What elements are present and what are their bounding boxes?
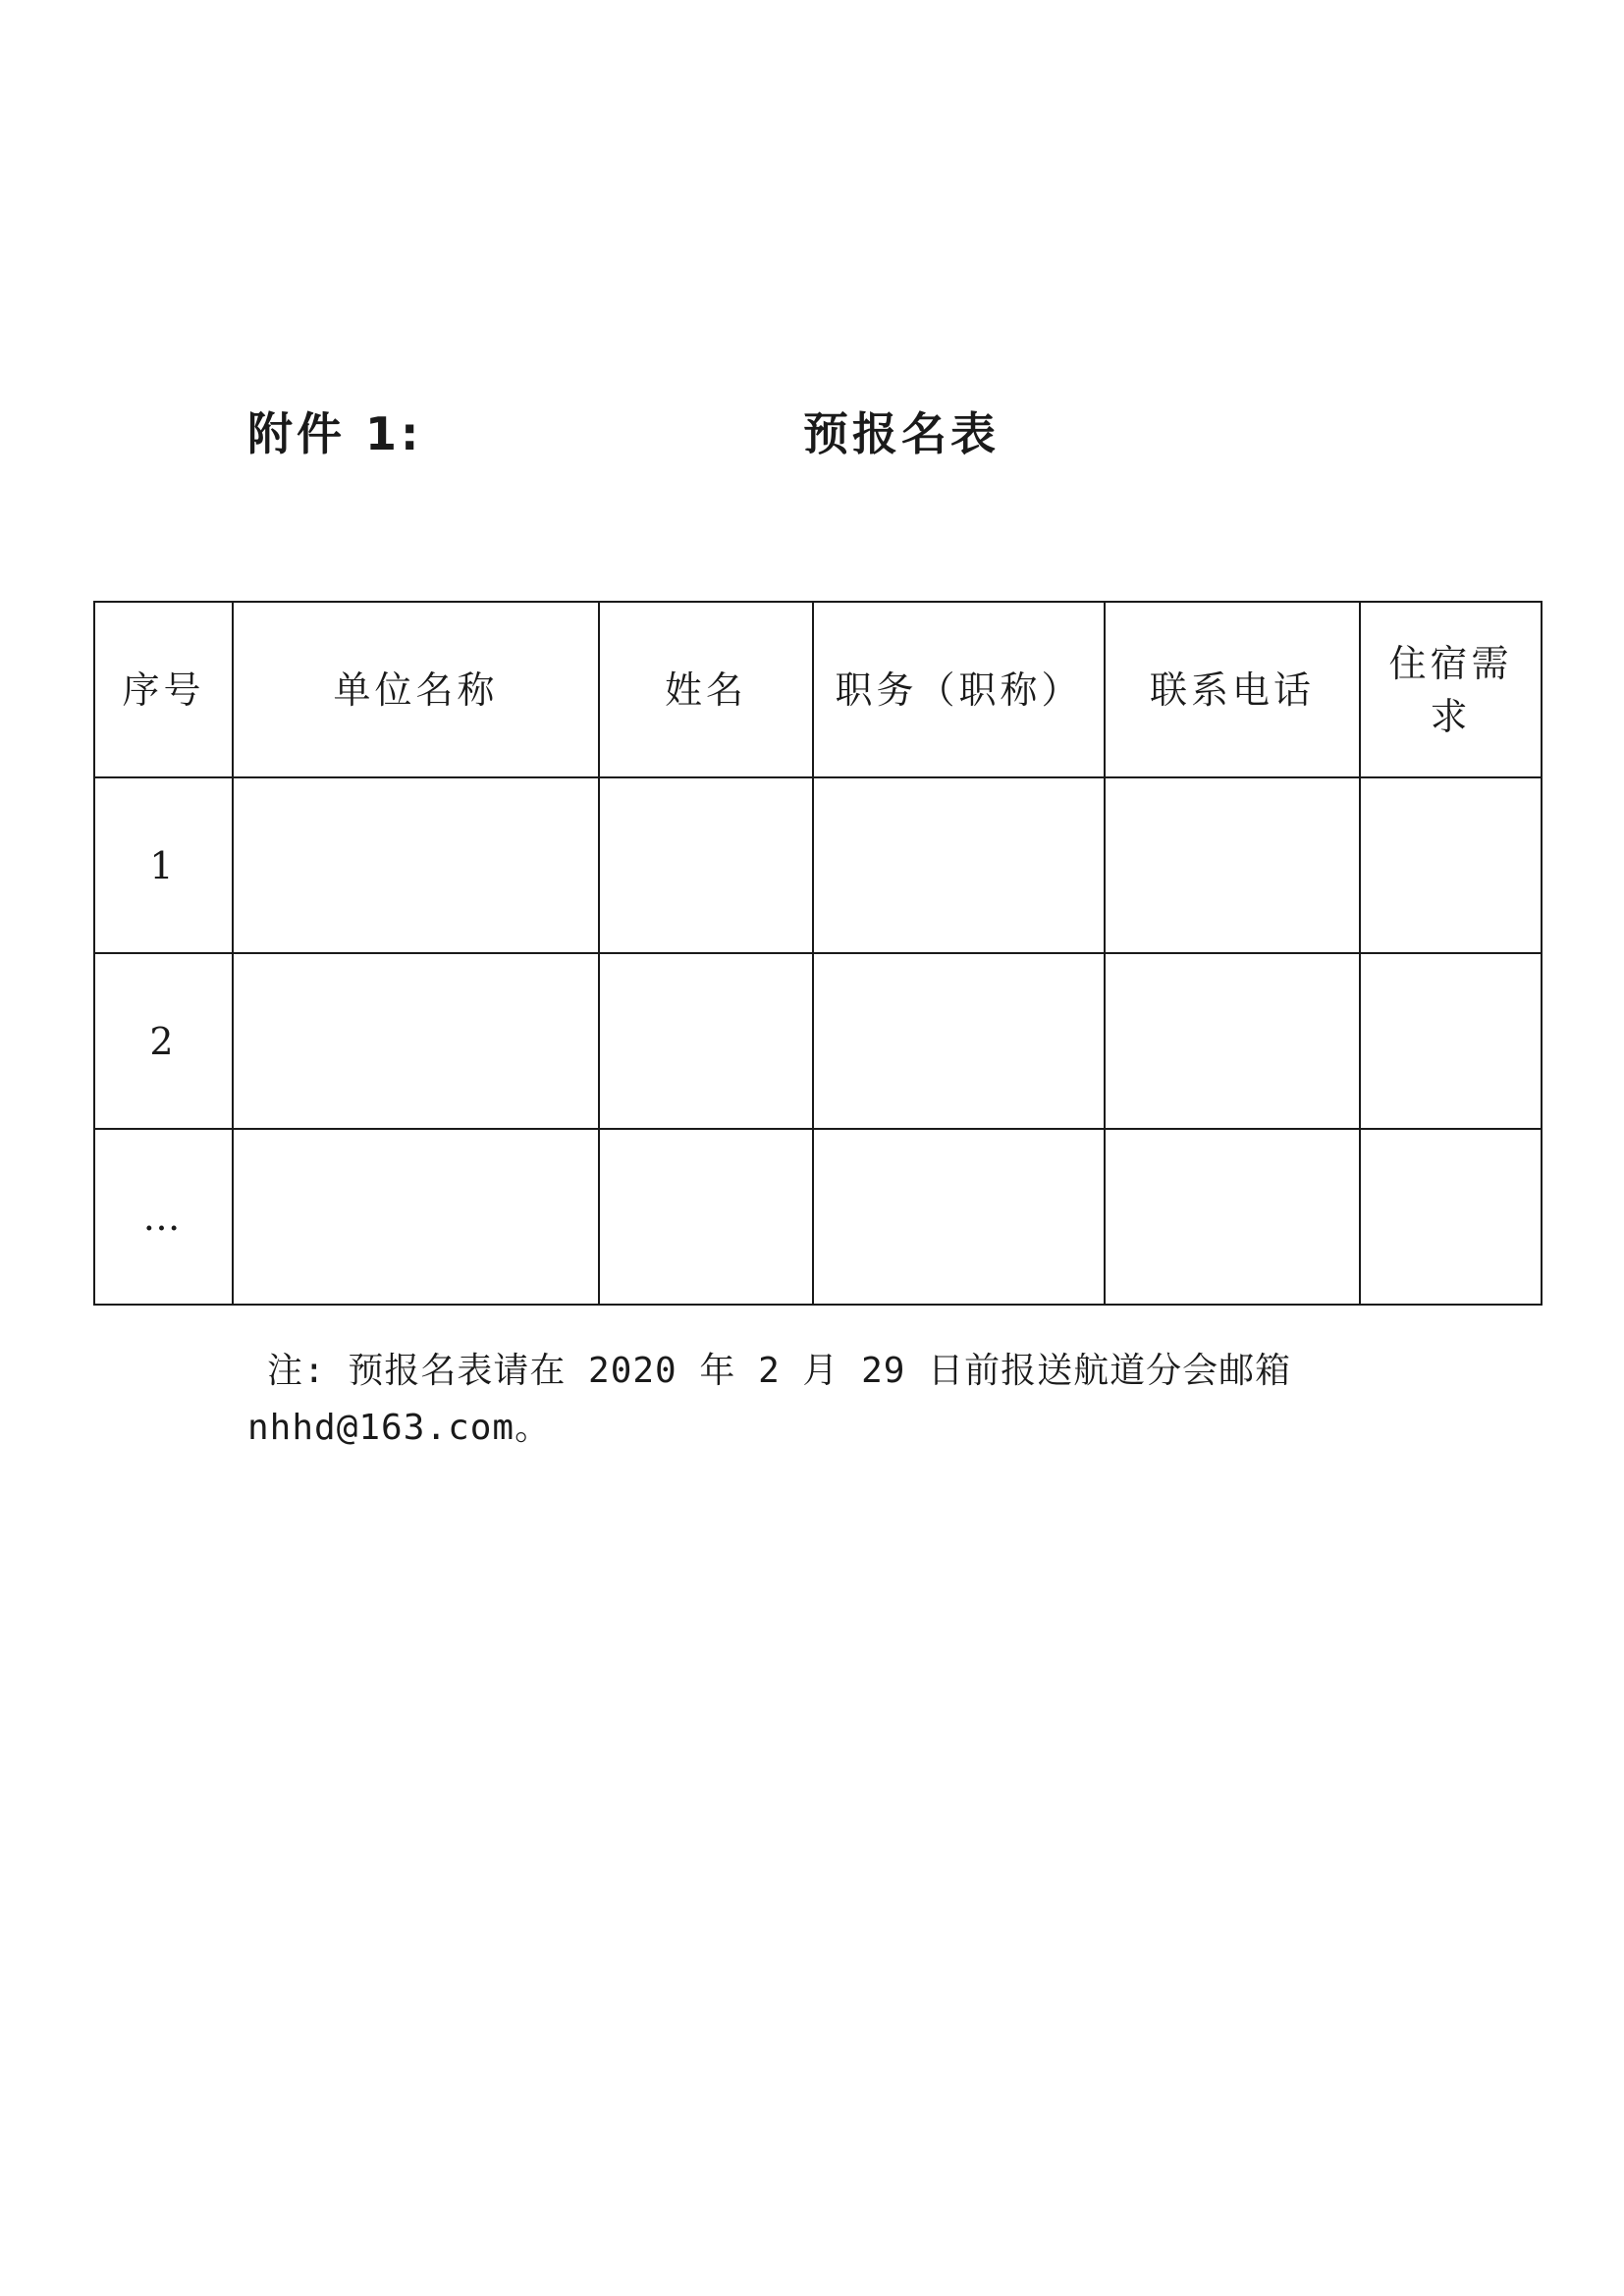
table-row bbox=[94, 953, 1542, 1129]
cell-unit-name[interactable] bbox=[233, 1129, 599, 1305]
row-serial-number: … bbox=[94, 1129, 233, 1305]
row-serial-number: 1 bbox=[94, 777, 233, 953]
cell-position[interactable] bbox=[813, 953, 1105, 1129]
header-serial-number: 序号 bbox=[94, 602, 233, 777]
document-title: 预报名表 bbox=[803, 407, 1000, 460]
cell-position[interactable] bbox=[813, 777, 1105, 953]
header-phone: 联系电话 bbox=[1105, 602, 1360, 777]
cell-unit-name[interactable] bbox=[233, 777, 599, 953]
note-line-deadline: 注: 预报名表请在 2020 年 2 月 29 日前报送航道分会邮箱 bbox=[267, 1351, 1292, 1391]
table-row bbox=[94, 777, 1542, 953]
table-header-row bbox=[94, 602, 1542, 777]
note-line-email: nhhd@163.com。 bbox=[247, 1408, 552, 1448]
header-accommodation bbox=[1360, 602, 1542, 777]
header-accommodation-line1: 住宿需 bbox=[1388, 641, 1513, 685]
header-unit-name: 单位名称 bbox=[233, 602, 599, 777]
cell-phone[interactable] bbox=[1105, 777, 1360, 953]
cell-accommodation[interactable] bbox=[1360, 1129, 1542, 1305]
cell-phone[interactable] bbox=[1105, 1129, 1360, 1305]
table-row bbox=[94, 1129, 1542, 1305]
cell-position[interactable] bbox=[813, 1129, 1105, 1305]
header-name: 姓名 bbox=[599, 602, 813, 777]
cell-accommodation[interactable] bbox=[1360, 777, 1542, 953]
header-position: 职务（职称） bbox=[813, 602, 1105, 777]
cell-name[interactable] bbox=[599, 777, 813, 953]
cell-name[interactable] bbox=[599, 953, 813, 1129]
row-serial-number: 2 bbox=[94, 953, 233, 1129]
header-accommodation-line2: 求 bbox=[1430, 694, 1472, 738]
attachment-label: 附件 1: bbox=[247, 407, 423, 460]
cell-unit-name[interactable] bbox=[233, 953, 599, 1129]
cell-name[interactable] bbox=[599, 1129, 813, 1305]
cell-accommodation[interactable] bbox=[1360, 953, 1542, 1129]
submission-note bbox=[247, 1343, 1426, 1457]
registration-table bbox=[93, 601, 1543, 1306]
cell-phone[interactable] bbox=[1105, 953, 1360, 1129]
